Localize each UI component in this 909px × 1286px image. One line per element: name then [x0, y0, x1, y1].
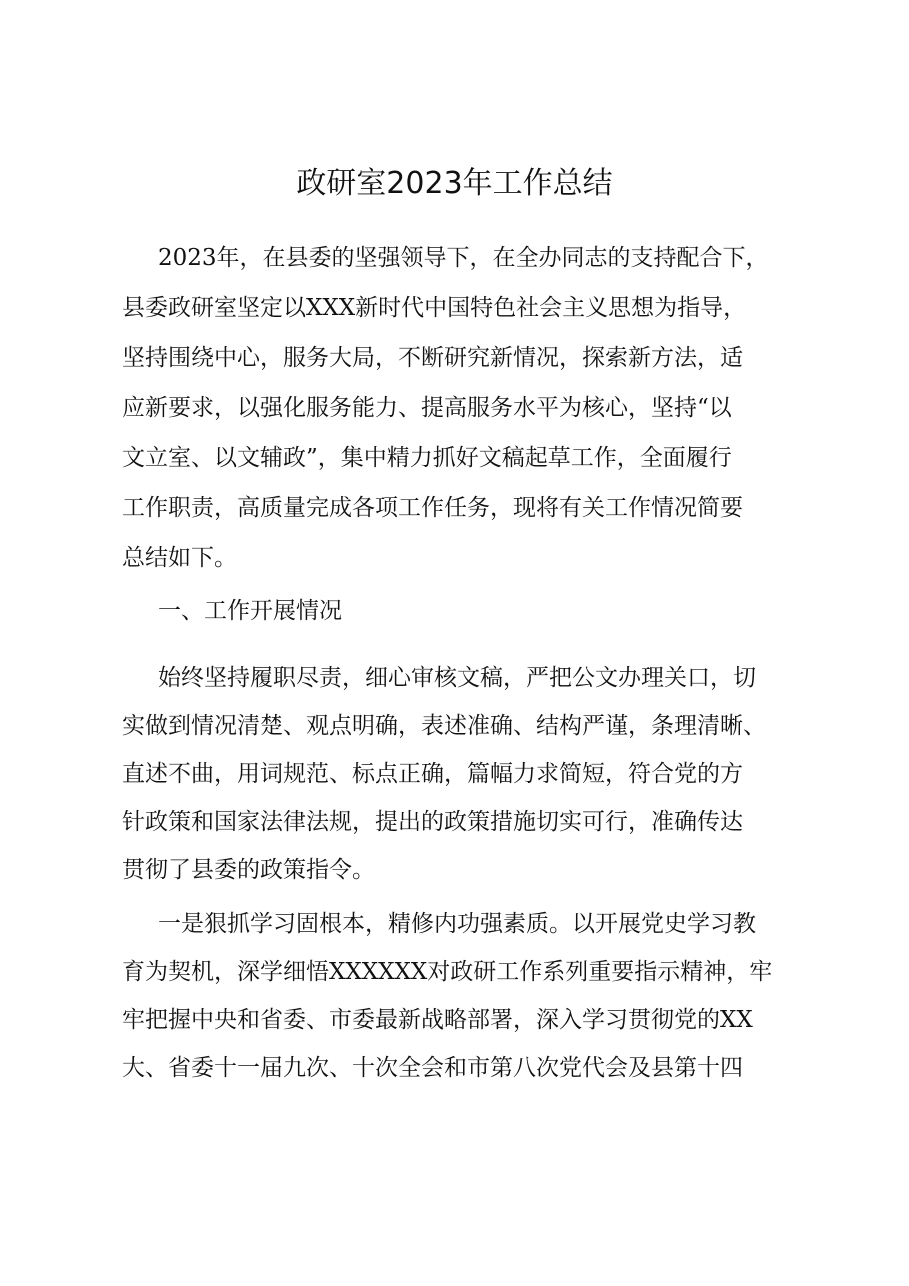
- text-line: 应新要求，以强化服务能力、提高服务水平为核心，坚持“以: [122, 395, 732, 421]
- text-line: 2023年，在县委的坚强领导下，在全办同志的支持配合下，: [158, 245, 769, 271]
- text-line: 育为契机，深学细悟XXXXXX对政研工作系列重要指示精神，牢: [122, 959, 773, 985]
- text-line: 针政策和国家法律法规，提出的政策措施切实可行，准确传达: [122, 809, 743, 835]
- text-line: 文立室、以文辅政”，集中精力抓好文稿起草工作，全面履行: [122, 445, 732, 471]
- text-line: 大、省委十一届九次、十次全会和市第八次党代会及县第十四: [122, 1055, 743, 1081]
- text-line: 县委政研室坚定以XXX新时代中国特色社会主义思想为指导，: [122, 295, 747, 321]
- text-line: 坚持围绕中心，服务大局，不断研究新情况，探索新方法，适: [122, 345, 743, 371]
- text-line: 始终坚持履职尽责，细心审核文稿，严把公文办理关口，切: [158, 665, 756, 691]
- text-line: 贯彻了县委的政策指令。: [122, 857, 375, 883]
- text-line: 一是狠抓学习固根本，精修内功强素质。以开展党史学习教: [158, 911, 756, 937]
- text-line: 实做到情况清楚、观点明确，表述准确、结构严谨，条理清晰、: [122, 713, 766, 739]
- text-line: 工作职责，高质量完成各项工作任务，现将有关工作情况简要: [122, 495, 743, 521]
- text-line: 总结如下。: [122, 545, 237, 571]
- section-heading: 一、工作开展情况: [158, 598, 342, 624]
- text-line: 牢把握中央和省委、市委最新战略部署，深入学习贯彻党的XX: [122, 1007, 753, 1033]
- text-line: 直述不曲，用词规范、标点正确，篇幅力求简短，符合党的方: [122, 761, 743, 787]
- document-title: 政研室2023年工作总结: [296, 166, 613, 201]
